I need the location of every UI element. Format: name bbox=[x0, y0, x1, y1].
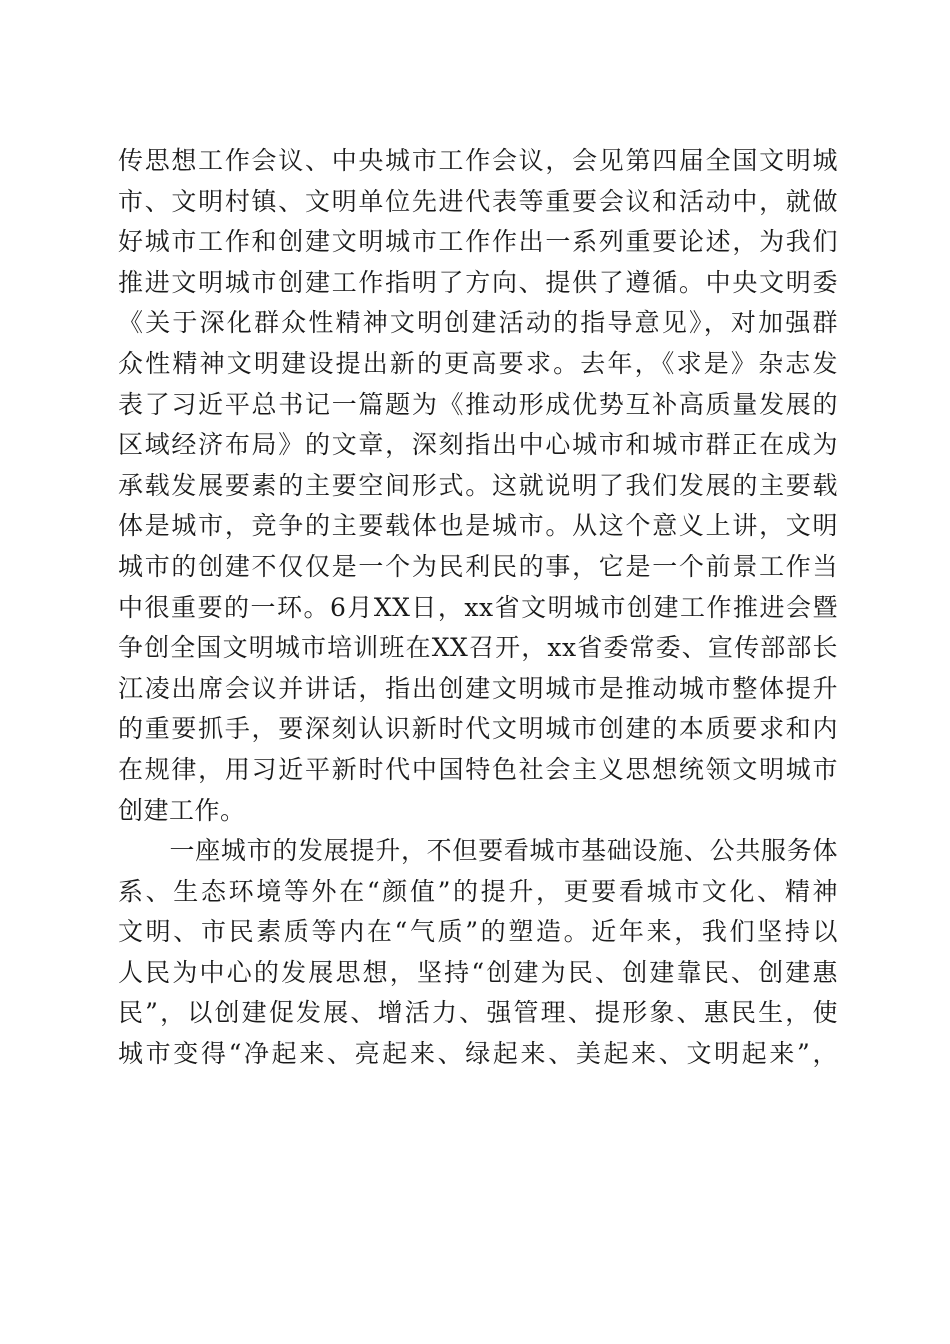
text-line: 城市的创建不仅仅是一个为民利民的事，它是一个前景工作当 bbox=[118, 551, 838, 581]
text-line: 创建工作。 bbox=[118, 795, 246, 825]
text-line: 民”，以创建促发展、增活力、强管理、提形象、惠民生，使 bbox=[118, 998, 838, 1028]
text-line: 争创全国文明城市培训班在XX召开，xx省委常委、宣传部部长 bbox=[118, 633, 838, 663]
text-line: 众性精神文明建设提出新的更高要求。去年，《求是》杂志发 bbox=[118, 348, 838, 378]
text-line: 人民为中心的发展思想，坚持“创建为民、创建靠民、创建惠 bbox=[118, 957, 838, 987]
text-line: 区域经济布局》的文章，深刻指出中心城市和城市群正在成为 bbox=[118, 430, 838, 460]
paragraph-2 bbox=[118, 831, 838, 1075]
text-line: 系、生态环境等外在“颜值”的提升，更要看城市文化、精神 bbox=[118, 876, 838, 906]
paragraph-1 bbox=[118, 141, 838, 831]
text-line: 市、文明村镇、文明单位先进代表等重要会议和活动中，就做 bbox=[118, 186, 838, 216]
text-line: 表了习近平总书记一篇题为《推动形成优势互补高质量发展的 bbox=[118, 389, 838, 419]
text-line: 的重要抓手，要深刻认识新时代文明城市创建的本质要求和内 bbox=[118, 714, 838, 744]
document-body bbox=[118, 141, 838, 1075]
text-line: 《关于深化群众性精神文明创建活动的指导意见》，对加强群 bbox=[118, 308, 838, 338]
text-line: 承载发展要素的主要空间形式。这就说明了我们发展的主要载 bbox=[118, 470, 838, 500]
text-line: 传思想工作会议、中央城市工作会议，会见第四届全国文明城 bbox=[118, 146, 838, 175]
text-line: 一座城市的发展提升，不但要看城市基础设施、公共服务体 bbox=[118, 836, 838, 866]
text-line: 中很重要的一环。6月XX日，xx省文明城市创建工作推进会暨 bbox=[118, 592, 838, 622]
text-line: 体是城市，竞争的主要载体也是城市。从这个意义上讲，文明 bbox=[118, 511, 838, 541]
text-line: 城市变得“净起来、亮起来、绿起来、美起来、文明起来”， bbox=[118, 1039, 838, 1069]
text-line: 好城市工作和创建文明城市工作作出一系列重要论述，为我们 bbox=[118, 227, 838, 257]
text-line: 文明、市民素质等内在“气质”的塑造。近年来，我们坚持以 bbox=[118, 917, 838, 947]
text-line: 江凌出席会议并讲话，指出创建文明城市是推动城市整体提升 bbox=[118, 673, 838, 703]
text-line: 在规律，用习近平新时代中国特色社会主义思想统领文明城市 bbox=[118, 754, 838, 784]
text-line: 推进文明城市创建工作指明了方向、提供了遵循。中央文明委 bbox=[118, 267, 838, 297]
